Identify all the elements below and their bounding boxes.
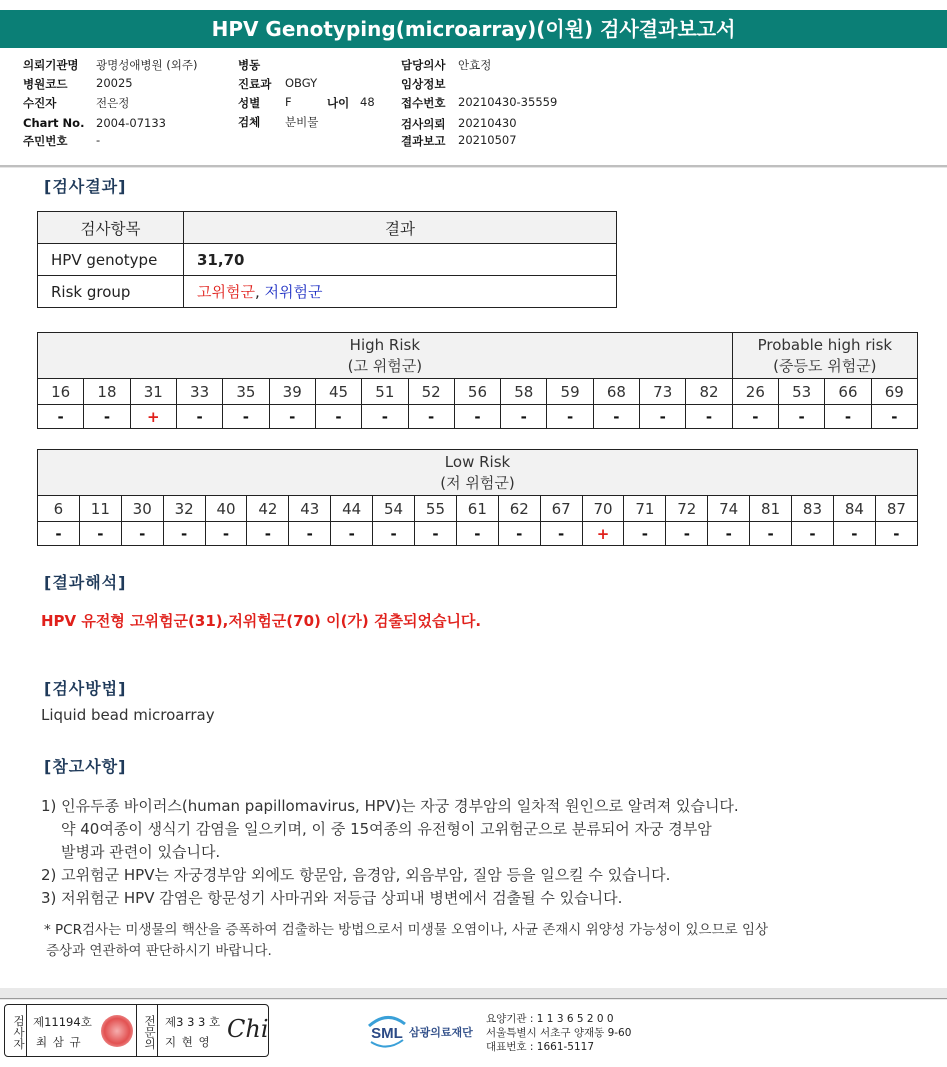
- high-risk-type-cell: 26: [732, 379, 778, 405]
- high-risk-subtitle: (고 위험군): [347, 356, 423, 375]
- table-row: [38, 276, 617, 308]
- low-risk-type-cell: 55: [415, 496, 457, 522]
- low-risk-result-cell: -: [875, 522, 917, 546]
- low-risk-result-cell: -: [331, 522, 373, 546]
- low-risk-result-cell: -: [373, 522, 415, 546]
- low-risk-result-cell: +: [582, 522, 624, 546]
- high-risk-type-cell: 45: [315, 379, 361, 405]
- doctor-signature: Chi: [227, 1015, 269, 1043]
- info-value-age: 48: [360, 95, 375, 109]
- high-risk-type-cell: 39: [269, 379, 315, 405]
- info-value-department: OBGY: [285, 76, 318, 90]
- high-risk-type-cell: 53: [779, 379, 825, 405]
- info-label-chart-no: Chart No.: [23, 116, 85, 130]
- low-risk-result-cell: -: [624, 522, 666, 546]
- footer-divider: [0, 998, 947, 999]
- footnote: [44, 920, 904, 962]
- high-risk-result-cell: -: [38, 405, 84, 429]
- info-label-sex: 성별: [238, 96, 261, 110]
- low-risk-type-cell: 71: [624, 496, 666, 522]
- institution-name: 삼광의료재단: [409, 1026, 473, 1039]
- doctor-label: 전문의: [136, 1005, 158, 1056]
- high-risk-type-cell: 66: [825, 379, 871, 405]
- high-risk-result-cell: -: [223, 405, 269, 429]
- footnote-line: 증상과 연관하여 판단하시기 바랍니다.: [46, 943, 272, 959]
- info-label-age: 나이: [327, 96, 350, 110]
- high-risk-result-cell: -: [408, 405, 454, 429]
- info-label-institution: 의뢰기관명: [23, 58, 79, 72]
- high-risk-result-cell: -: [454, 405, 500, 429]
- high-risk-type-cell: 59: [547, 379, 593, 405]
- institution-info: [486, 1012, 631, 1054]
- high-risk-header: [38, 333, 733, 379]
- low-risk-result-cell: -: [289, 522, 331, 546]
- low-risk-type-cell: 43: [289, 496, 331, 522]
- signature-box: [4, 1004, 269, 1057]
- high-risk-type-cell: 33: [176, 379, 222, 405]
- low-risk-type-cell: 62: [498, 496, 540, 522]
- high-risk-type-cell: 35: [223, 379, 269, 405]
- info-value-report-date: 20210507: [458, 133, 517, 147]
- info-divider-shadow: [0, 167, 947, 168]
- low-risk-result-cell: -: [456, 522, 498, 546]
- high-risk-type-cell: 18: [84, 379, 130, 405]
- info-label-patient: 수진자: [23, 96, 57, 110]
- low-risk-result-cell: -: [750, 522, 792, 546]
- high-risk-result-cell: -: [732, 405, 778, 429]
- low-risk-group-header: [38, 450, 918, 496]
- low-risk-result-cell: -: [38, 522, 80, 546]
- note-line: 1) 인유두종 바이러스(human papillomavirus, HPV)는 자궁 경부암의 일차적 원인으로 알려져 있습니다.: [41, 797, 739, 815]
- high-risk-result-cell: -: [315, 405, 361, 429]
- low-risk-type-cell: 84: [833, 496, 875, 522]
- high-risk-result-cell: -: [871, 405, 917, 429]
- low-risk-header: [38, 450, 918, 496]
- low-risk-type-cell: 11: [79, 496, 121, 522]
- high-risk-result-cell: -: [501, 405, 547, 429]
- interpretation-text: HPV 유전형 고위험군(31),저위험군(70) 이(가) 검출되었습니다.: [41, 612, 482, 630]
- low-risk-result-cell: -: [79, 522, 121, 546]
- low-risk-type-cell: 6: [38, 496, 80, 522]
- high-risk-result-cell: -: [686, 405, 732, 429]
- note-line: 약 40여종이 생식기 감염을 일으키며, 이 중 15여종의 유전형이 고위험군으로 분류되어 자궁 경부암: [61, 820, 712, 838]
- info-value-hospital-code: 20025: [96, 76, 133, 90]
- low-risk-result-cell: -: [792, 522, 834, 546]
- high-risk-type-cell: 51: [362, 379, 408, 405]
- high-risk-type-cell: 31: [130, 379, 176, 405]
- section-title-notes: [참고사항]: [44, 757, 127, 776]
- sml-logo-text: SML: [371, 1025, 403, 1042]
- low-risk-type-cell: 74: [708, 496, 750, 522]
- doctor-name: 지 현 영: [165, 1035, 211, 1049]
- low-risk-type-cell: 72: [666, 496, 708, 522]
- footnote-line: * PCR검사는 미생물의 핵산을 증폭하여 검출하는 방법으로서 미생물 오염이나, 사균 존재시 위양성 가능성이 있으므로 임상: [44, 922, 769, 938]
- high-risk-group-header: [38, 333, 918, 379]
- high-risk-result-cell: -: [362, 405, 408, 429]
- high-risk-type-cell: 69: [871, 379, 917, 405]
- low-risk-result-cell: -: [205, 522, 247, 546]
- high-risk-type-cell: 68: [593, 379, 639, 405]
- high-risk-type-cell: 56: [454, 379, 500, 405]
- result-table: [37, 211, 617, 308]
- tech-license: 제11194호: [33, 1015, 92, 1029]
- institution-phone: 대표번호 : 1661-5117: [486, 1041, 595, 1053]
- high-risk-types-row: [38, 379, 918, 405]
- high-risk-result-cell: +: [130, 405, 176, 429]
- high-risk-table: [37, 332, 918, 429]
- high-risk-type-cell: 82: [686, 379, 732, 405]
- info-value-institution: 광명성애병원 (외주): [96, 58, 198, 72]
- low-risk-type-cell: 30: [121, 496, 163, 522]
- info-label-resident-no: 주민번호: [23, 134, 68, 148]
- low-risk-result-cell: -: [121, 522, 163, 546]
- sml-logo-icon: [365, 1008, 409, 1056]
- info-value-resident-no: -: [96, 133, 101, 147]
- low-risk-type-cell: 83: [792, 496, 834, 522]
- row-risk-value: [184, 276, 617, 308]
- info-value-sex: F: [285, 95, 292, 109]
- low-risk-result-cell: -: [666, 522, 708, 546]
- institution-address: 서울특별시 서초구 양재동 9-60: [486, 1027, 632, 1039]
- high-risk-result-cell: -: [825, 405, 871, 429]
- low-risk-type-cell: 67: [540, 496, 582, 522]
- patient-info: [0, 55, 947, 155]
- section-title-interpretation: [결과해석]: [44, 573, 127, 592]
- note-line: 2) 고위험군 HPV는 자궁경부암 외에도 항문암, 음경암, 외음부암, 질암 등을 일으킬 수 있습니다.: [41, 866, 671, 884]
- high-risk-type-cell: 73: [640, 379, 686, 405]
- seal-stamp-icon: [101, 1015, 133, 1047]
- risk-high-text: 고위험군: [197, 283, 255, 301]
- low-risk-result-cell: -: [540, 522, 582, 546]
- low-risk-table: [37, 449, 918, 546]
- info-label-receipt-no: 접수번호: [401, 96, 446, 110]
- info-label-hospital-code: 병원코드: [23, 77, 68, 91]
- tech-name: 최 삼 규: [36, 1035, 82, 1049]
- info-value-specimen: 분비물: [285, 115, 319, 129]
- notes-list: [41, 795, 739, 910]
- low-risk-result-cell: -: [708, 522, 750, 546]
- high-risk-type-cell: 52: [408, 379, 454, 405]
- info-label-ward: 병동: [238, 58, 261, 72]
- high-risk-result-cell: -: [269, 405, 315, 429]
- info-value-chart-no: 2004-07133: [96, 116, 166, 130]
- high-risk-result-cell: -: [547, 405, 593, 429]
- info-value-request-date: 20210430: [458, 116, 517, 130]
- info-label-clinical: 임상정보: [401, 77, 446, 91]
- low-risk-type-cell: 87: [875, 496, 917, 522]
- method-text: Liquid bead microarray: [41, 706, 215, 724]
- high-risk-marks-row: [38, 405, 918, 429]
- info-value-receipt-no: 20210430-35559: [458, 95, 558, 109]
- header-result: 결과: [184, 212, 617, 244]
- low-risk-type-cell: 42: [247, 496, 289, 522]
- low-risk-type-cell: 32: [163, 496, 205, 522]
- section-title-method: [검사방법]: [44, 679, 127, 698]
- high-risk-result-cell: -: [640, 405, 686, 429]
- low-risk-type-cell: 44: [331, 496, 373, 522]
- low-risk-subtitle: (저 위험군): [440, 473, 515, 492]
- info-value-patient: 전은정: [96, 96, 130, 110]
- low-risk-type-cell: 40: [205, 496, 247, 522]
- high-risk-title: High Risk: [349, 335, 421, 354]
- info-label-department: 진료과: [238, 77, 272, 91]
- header-item: 검사항목: [38, 212, 184, 244]
- low-risk-title: Low Risk: [444, 452, 511, 471]
- table-row: [38, 244, 617, 276]
- result-table-header: [38, 212, 617, 244]
- low-risk-type-cell: 70: [582, 496, 624, 522]
- low-risk-result-cell: -: [415, 522, 457, 546]
- low-risk-result-cell: -: [833, 522, 875, 546]
- low-risk-marks-row: [38, 522, 918, 546]
- high-risk-result-cell: -: [779, 405, 825, 429]
- low-risk-result-cell: -: [498, 522, 540, 546]
- risk-low-text: 저위험군: [264, 283, 323, 301]
- high-risk-result-cell: -: [84, 405, 130, 429]
- info-label-doctor: 담당의사: [401, 58, 446, 72]
- institution-code: 요양기관 : 1 1 3 6 5 2 0 0: [486, 1013, 614, 1025]
- info-value-doctor: 안효정: [458, 58, 492, 72]
- low-risk-type-cell: 61: [456, 496, 498, 522]
- high-risk-type-cell: 16: [38, 379, 84, 405]
- high-risk-type-cell: 58: [501, 379, 547, 405]
- row-genotype-value: 31,70: [184, 244, 617, 276]
- info-label-specimen: 검체: [238, 115, 261, 129]
- doctor-license: 제3 3 3 호: [165, 1015, 221, 1029]
- low-risk-result-cell: -: [163, 522, 205, 546]
- info-label-report-date: 결과보고: [401, 134, 446, 148]
- tech-label: 검사자: [5, 1005, 27, 1056]
- probable-risk-subtitle: (중등도 위험군): [773, 356, 877, 375]
- section-title-result: [검사결과]: [44, 177, 127, 196]
- high-risk-result-cell: -: [593, 405, 639, 429]
- low-risk-types-row: [38, 496, 918, 522]
- note-line: 발병과 관련이 있습니다.: [61, 843, 221, 861]
- low-risk-type-cell: 81: [750, 496, 792, 522]
- row-risk-label: Risk group: [38, 276, 184, 308]
- note-line: 3) 저위험군 HPV 감염은 항문성기 사마귀와 저등급 상피내 병변에서 검출될 수 있습니다.: [41, 889, 623, 907]
- low-risk-type-cell: 54: [373, 496, 415, 522]
- risk-separator: ,: [254, 283, 265, 301]
- info-label-request-date: 검사의뢰: [401, 117, 446, 131]
- low-risk-result-cell: -: [247, 522, 289, 546]
- high-risk-result-cell: -: [176, 405, 222, 429]
- row-genotype-label: HPV genotype: [38, 244, 184, 276]
- probable-risk-header: [732, 333, 917, 379]
- report-title: HPV Genotyping(microarray)(이원) 검사결과보고서: [0, 10, 947, 48]
- probable-risk-title: Probable high risk: [757, 335, 893, 354]
